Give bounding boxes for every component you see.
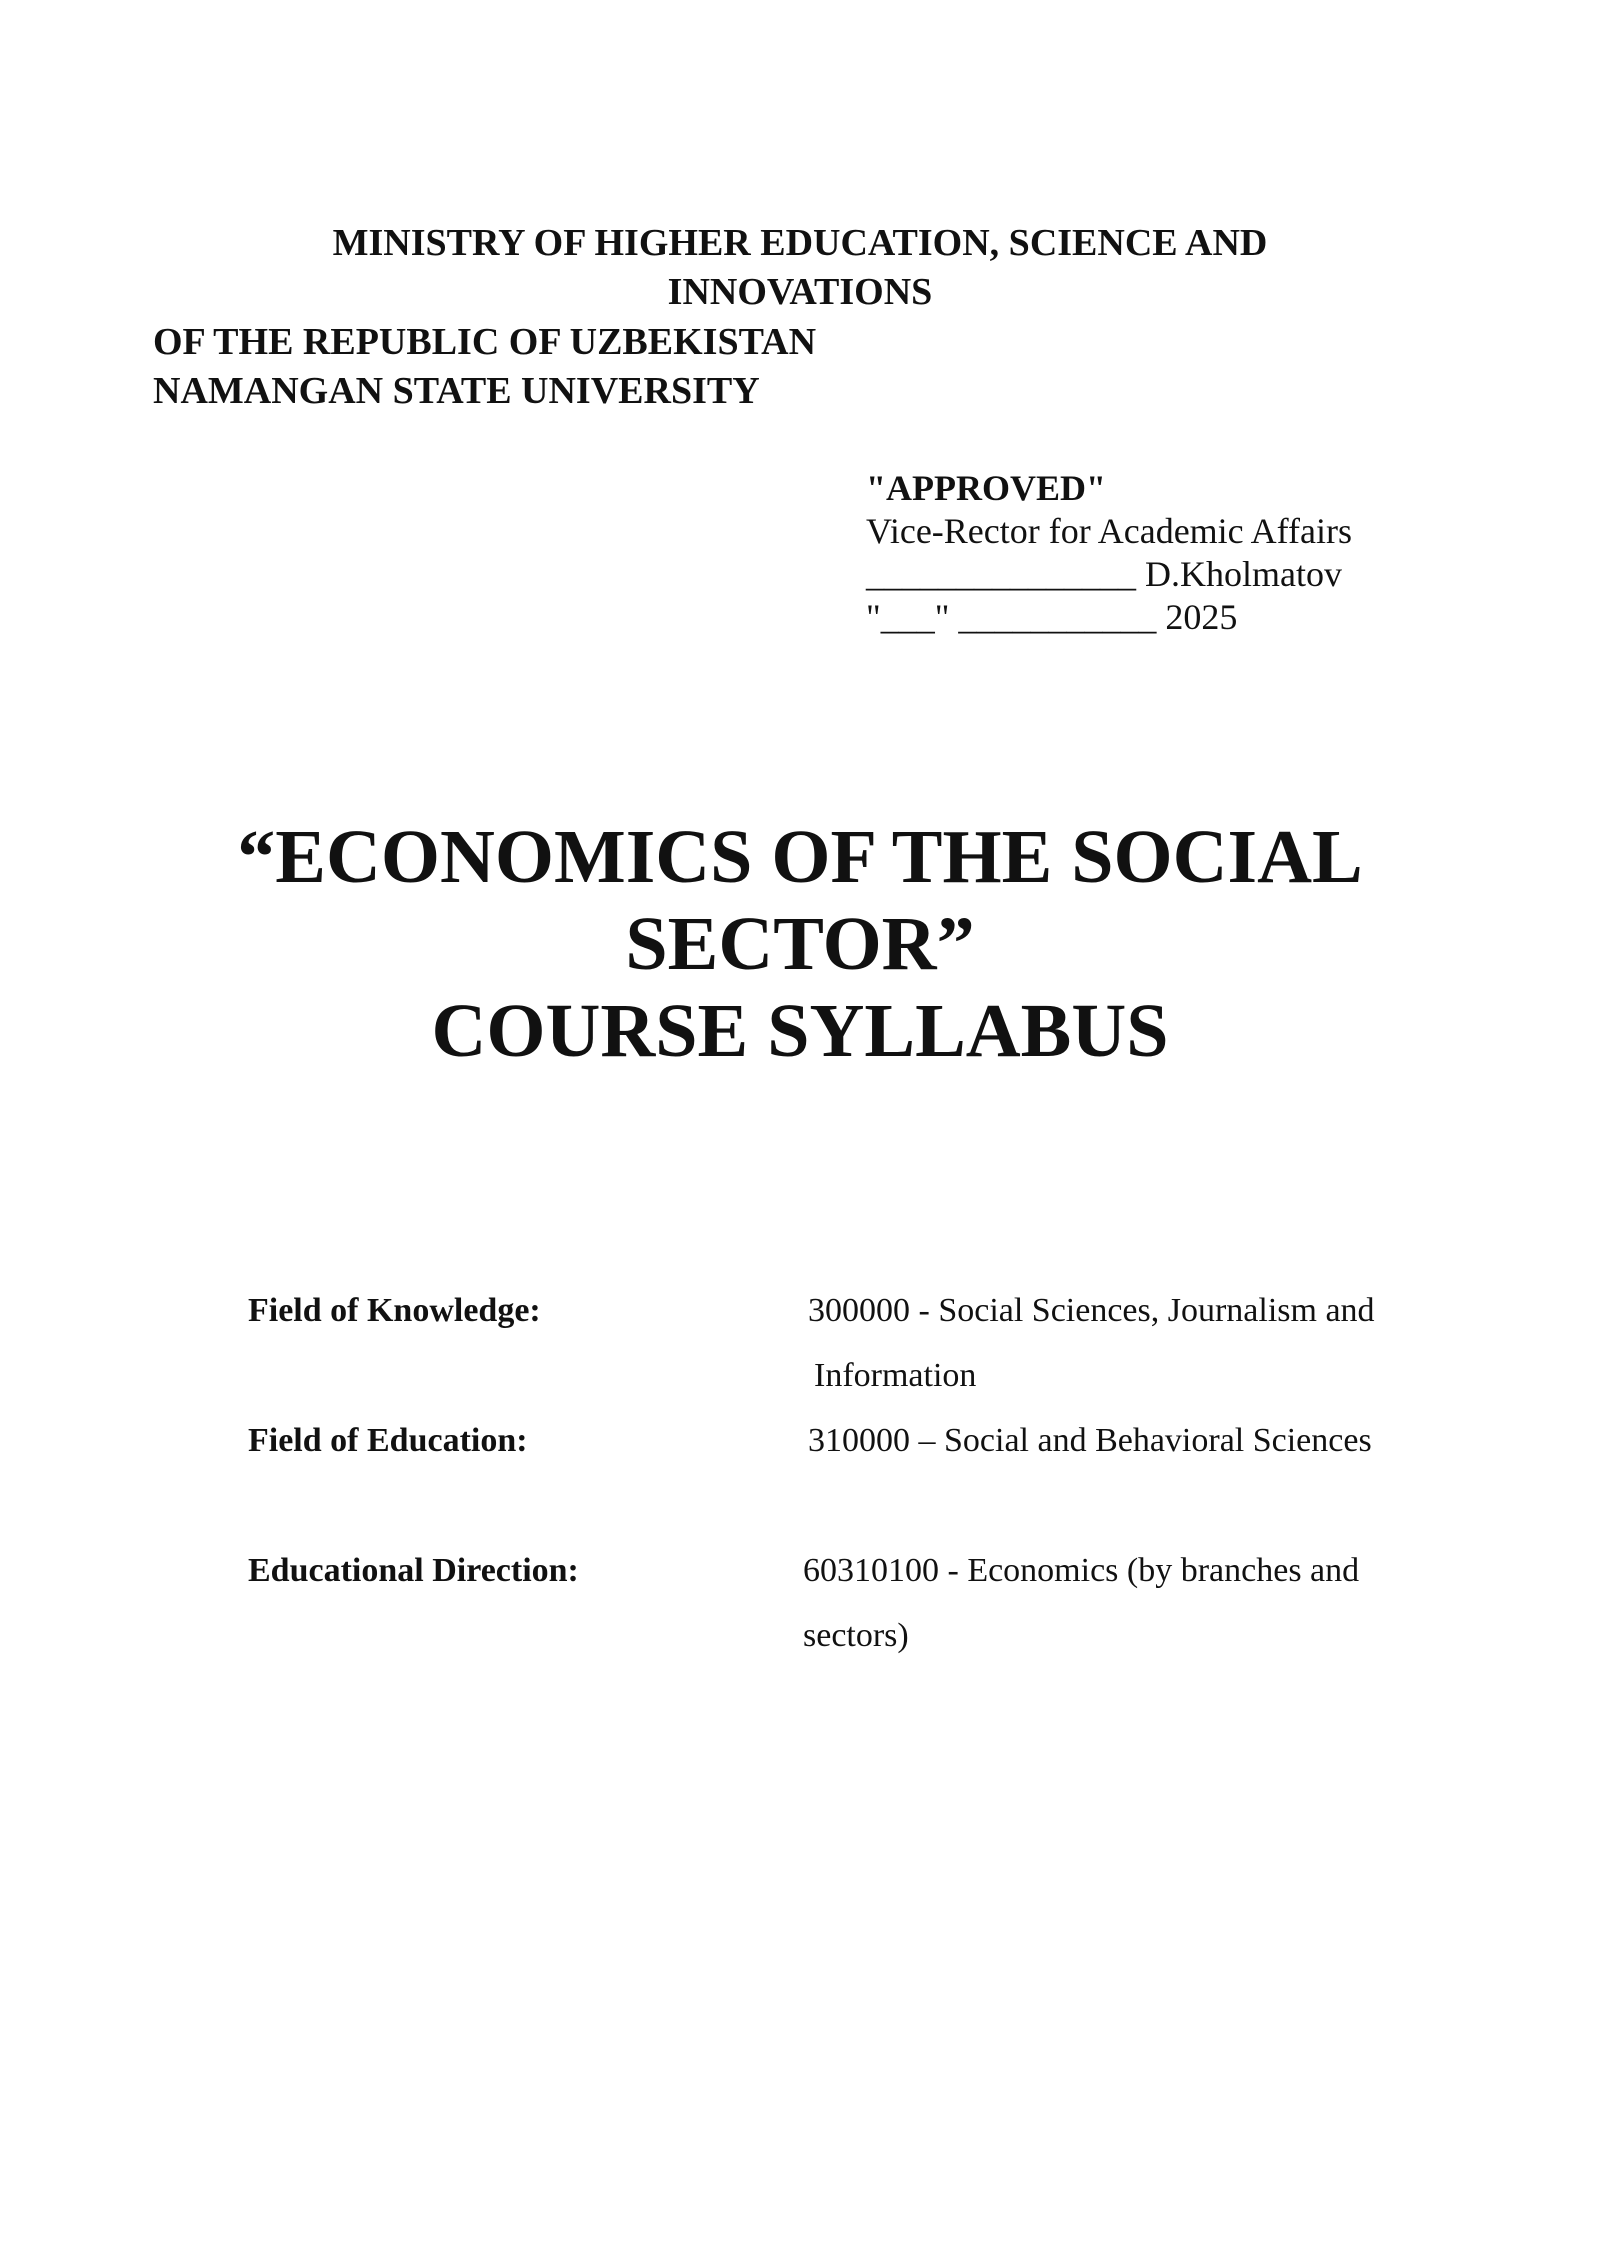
ministry-line-2: INNOVATIONS (667, 271, 933, 313)
field-of-knowledge-value-line-2: Information (814, 1357, 977, 1394)
syllabus-heading: COURSE SYLLABUS (431, 989, 1169, 1073)
educational-direction-label: Educational Direction: (248, 1552, 579, 1589)
course-title-line-2: SECTOR” (625, 902, 975, 986)
course-title-line-1: “ECONOMICS OF THE SOCIAL (237, 815, 1363, 899)
educational-direction-value-line-2: sectors) (803, 1617, 909, 1654)
approved-title: "APPROVED" (866, 468, 1106, 508)
field-of-education-value: 310000 – Social and Behavioral Sciences (808, 1422, 1372, 1459)
university-name: NAMANGAN STATE UNIVERSITY (153, 370, 760, 412)
signature-line: _______________ D.Kholmatov (866, 554, 1342, 594)
republic-line: OF THE REPUBLIC OF UZBEKISTAN (153, 321, 817, 363)
ministry-line-1: MINISTRY OF HIGHER EDUCATION, SCIENCE AND (332, 222, 1268, 264)
date-line: "___" ___________ 2025 (866, 597, 1238, 637)
field-of-knowledge-label: Field of Knowledge: (248, 1292, 541, 1329)
educational-direction-value-line-1: 60310100 - Economics (by branches and (803, 1552, 1360, 1589)
field-of-knowledge-value-line-1: 300000 - Social Sciences, Journalism and (808, 1292, 1375, 1329)
approver-position: Vice-Rector for Academic Affairs (866, 511, 1352, 551)
field-of-education-label: Field of Education: (248, 1422, 528, 1459)
